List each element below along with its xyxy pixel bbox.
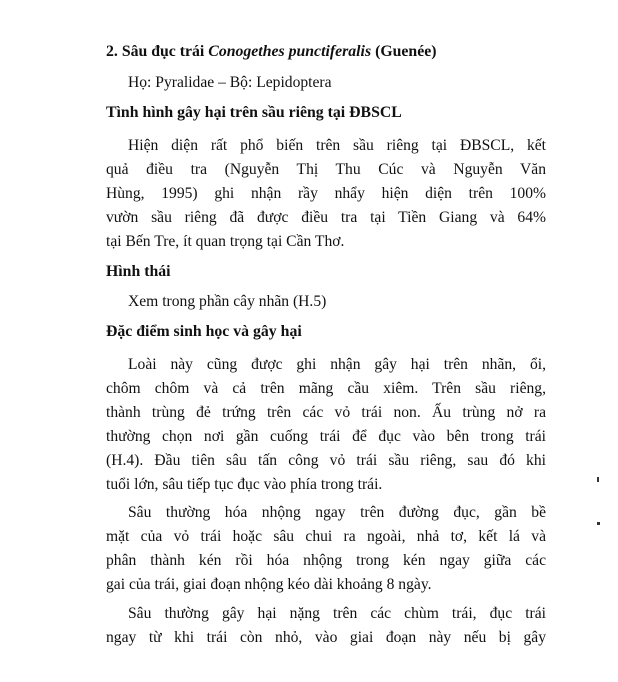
paragraph-line: Loài này cũng được ghi nhận gây hại trên nhãn, ổi, (128, 356, 546, 373)
paragraph-line: ngay từ khi trái còn nhỏ, vào giai đoạn này nếu bị gây (106, 629, 546, 646)
paragraph-line: Sâu thường gây hại nặng trên các chùm trái, đục trái (128, 605, 546, 622)
paragraph-line: Hùng, 1995) ghi nhận rầy nhẩy hiện diện trên 100% (106, 185, 546, 202)
paragraph-line: thường chọn nơi gần cuống trái để đục vào bên trong trái (106, 428, 546, 445)
scan-speck (597, 477, 599, 482)
paragraph-line: tuổi lớn, sâu tiếp tục đục vào phía trong trái. (106, 476, 383, 493)
subsection-heading-damage: Tình hình gây hại trên sầu riêng tại ĐBSCL (106, 104, 402, 121)
paragraph-line: mặt của vỏ trái hoặc sâu chui ra ngoài, nhả tơ, kết lá và (106, 528, 546, 545)
subsection-heading-morphology: Hình thái (106, 263, 171, 280)
paragraph-line: Hiện diện rất phổ biến trên sầu riêng tại ĐBSCL, kết (128, 137, 546, 154)
paragraph-line: chôm chôm và cả trên mãng cầu xiêm. Trên sầu riêng, (106, 380, 546, 397)
scan-speck (597, 522, 600, 525)
scientific-name: Conogethes punctiferalis (208, 43, 372, 60)
paragraph-line: gai của trái, giai đoạn nhộng kéo dài khoảng 8 ngày. (106, 576, 432, 593)
paragraph-line: vườn sầu riêng đã được điều tra tại Tiền Giang và 64% (106, 209, 546, 226)
paragraph-line: quả điều tra (Nguyễn Thị Thu Cúc và Nguyễn Văn (106, 161, 546, 178)
paragraph-line: thành trùng đẻ trứng trên các vỏ trái non. Ấu trùng nở ra (106, 404, 546, 421)
paragraph-line: Xem trong phần cây nhãn (H.5) (128, 293, 327, 310)
author-name: (Guenée) (375, 43, 437, 60)
paragraph-line: Sâu thường hóa nhộng ngay trên đường đục, gần bề (128, 504, 546, 521)
taxonomy-line: Họ: Pyralidae – Bộ: Lepidoptera (128, 74, 332, 91)
paragraph-line: phân thành kén rồi hóa nhộng trong kén ngay giữa các (106, 552, 546, 569)
section-title-prefix: Sâu đục trái (121, 43, 205, 60)
section-title (106, 42, 436, 62)
section-number: 2. (106, 43, 118, 60)
subsection-heading-biology: Đặc điểm sinh học và gây hại (106, 323, 302, 340)
paragraph-line: (H.4). Đầu tiên sâu tấn công vỏ trái sầu riêng, sau đó khi (106, 452, 546, 469)
paragraph-line: tại Bến Tre, ít quan trọng tại Cần Thơ. (106, 233, 345, 250)
